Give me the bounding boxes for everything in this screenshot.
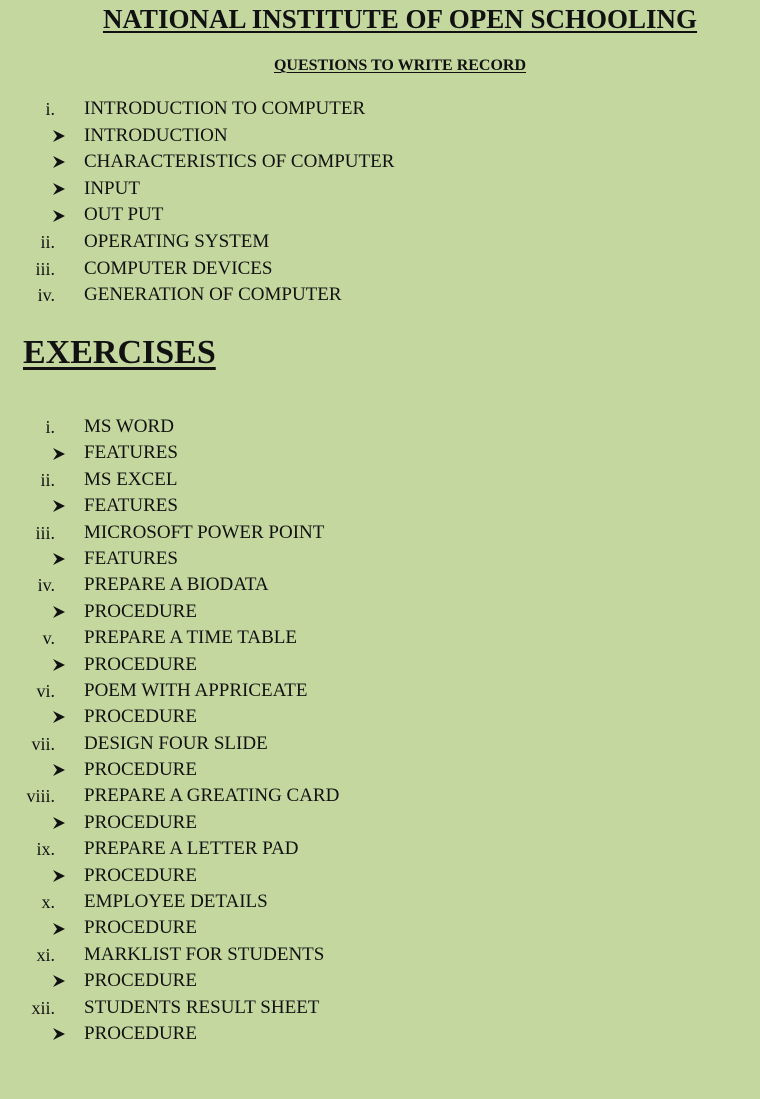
bullet-item — [0, 599, 760, 625]
numbered-item — [0, 256, 760, 283]
arrow-bullet-icon — [52, 149, 68, 176]
item-text: PROCEDURE — [84, 706, 197, 728]
questions-list — [0, 96, 760, 309]
arrow-bullet-icon — [52, 757, 68, 783]
numbered-item — [0, 731, 760, 757]
roman-numeral: iv. — [37, 285, 55, 306]
item-text: PROCEDURE — [84, 864, 197, 886]
arrow-bullet-icon — [52, 123, 68, 150]
exercises-heading: EXERCISES — [23, 334, 216, 371]
item-text: INTRODUCTION — [84, 124, 228, 146]
arrow-bullet-icon — [52, 915, 68, 941]
roman-numeral: i. — [45, 417, 55, 437]
roman-numeral: x. — [41, 892, 55, 913]
numbered-item — [0, 229, 760, 256]
item-text: PROCEDURE — [84, 600, 197, 622]
roman-numeral: iii. — [35, 258, 55, 279]
numbered-item — [0, 625, 760, 651]
roman-numeral: xii. — [31, 997, 55, 1018]
item-text: PROCEDURE — [84, 970, 197, 992]
numbered-item — [0, 414, 760, 440]
exercises-list — [0, 414, 760, 1047]
roman-numeral: viii. — [26, 786, 55, 807]
arrow-bullet-icon — [52, 202, 68, 229]
arrow-bullet-icon — [52, 599, 68, 625]
item-text: MARKLIST FOR STUDENTS — [84, 943, 325, 965]
roman-numeral: vii. — [31, 733, 55, 754]
item-text: POEM WITH APPRICEATE — [84, 679, 308, 701]
roman-numeral: vi. — [36, 680, 55, 701]
arrow-bullet-icon — [52, 176, 68, 203]
numbered-item — [0, 836, 760, 862]
roman-numeral: v. — [42, 628, 55, 649]
item-text: MS WORD — [84, 416, 174, 437]
item-text: FEATURES — [84, 547, 178, 569]
bullet-item — [0, 176, 760, 203]
numbered-item — [0, 520, 760, 546]
bullet-item — [0, 123, 760, 150]
roman-numeral: i. — [45, 99, 55, 119]
numbered-item — [0, 96, 760, 123]
item-text: STUDENTS RESULT SHEET — [84, 996, 320, 1018]
item-text: FEATURES — [84, 442, 178, 464]
bullet-item — [0, 1021, 760, 1047]
item-text: OPERATING SYSTEM — [84, 230, 270, 252]
item-text: PREPARE A LETTER PAD — [84, 838, 299, 860]
item-text: PREPARE A GREATING CARD — [84, 785, 340, 807]
bullet-item — [0, 915, 760, 941]
bullet-item — [0, 757, 760, 783]
item-text: FEATURES — [84, 495, 178, 517]
numbered-item — [0, 995, 760, 1021]
item-text: GENERATION OF COMPUTER — [84, 284, 342, 306]
numbered-item — [0, 889, 760, 915]
item-text: PREPARE A TIME TABLE — [84, 627, 297, 649]
numbered-item — [0, 678, 760, 704]
arrow-bullet-icon — [52, 863, 68, 889]
document-title: NATIONAL INSTITUTE OF OPEN SCHOOLING — [102, 4, 698, 34]
numbered-item — [0, 942, 760, 968]
bullet-item — [0, 546, 760, 572]
item-text: PROCEDURE — [84, 653, 197, 675]
arrow-bullet-icon — [52, 652, 68, 678]
numbered-item — [0, 572, 760, 598]
item-text: MS EXCEL — [84, 468, 178, 490]
item-text: CHARACTERISTICS OF COMPUTER — [84, 151, 395, 173]
arrow-bullet-icon — [52, 968, 68, 994]
roman-numeral: xi. — [36, 944, 55, 965]
bullet-item — [0, 493, 760, 519]
roman-numeral: ii. — [40, 469, 55, 490]
arrow-bullet-icon — [52, 704, 68, 730]
arrow-bullet-icon — [52, 810, 68, 836]
arrow-bullet-icon — [52, 440, 68, 466]
arrow-bullet-icon — [52, 546, 68, 572]
bullet-item — [0, 652, 760, 678]
item-text: INPUT — [84, 177, 140, 199]
item-text: DESIGN FOUR SLIDE — [84, 732, 268, 754]
bullet-item — [0, 440, 760, 466]
bullet-item — [0, 863, 760, 889]
numbered-item — [0, 282, 760, 309]
bullet-item — [0, 704, 760, 730]
item-text: PROCEDURE — [84, 811, 197, 833]
numbered-item — [0, 783, 760, 809]
item-text: OUT PUT — [84, 204, 164, 226]
item-text: PROCEDURE — [84, 1022, 197, 1044]
bullet-item — [0, 149, 760, 176]
bullet-item — [0, 202, 760, 229]
roman-numeral: iii. — [35, 522, 55, 543]
item-text: PROCEDURE — [84, 759, 197, 781]
item-text: COMPUTER DEVICES — [84, 257, 273, 279]
roman-numeral: ii. — [40, 231, 55, 252]
document-subtitle: QUESTIONS TO WRITE RECORD — [273, 57, 527, 74]
item-text: PROCEDURE — [84, 917, 197, 939]
numbered-item — [0, 467, 760, 493]
arrow-bullet-icon — [52, 493, 68, 519]
roman-numeral: iv. — [37, 575, 55, 596]
bullet-item — [0, 810, 760, 836]
item-text: MICROSOFT POWER POINT — [84, 521, 325, 543]
item-text: PREPARE A BIODATA — [84, 574, 269, 596]
arrow-bullet-icon — [52, 1021, 68, 1047]
item-text: INTRODUCTION TO COMPUTER — [84, 98, 366, 119]
roman-numeral: ix. — [36, 839, 55, 860]
bullet-item — [0, 968, 760, 994]
item-text: EMPLOYEE DETAILS — [84, 891, 268, 913]
